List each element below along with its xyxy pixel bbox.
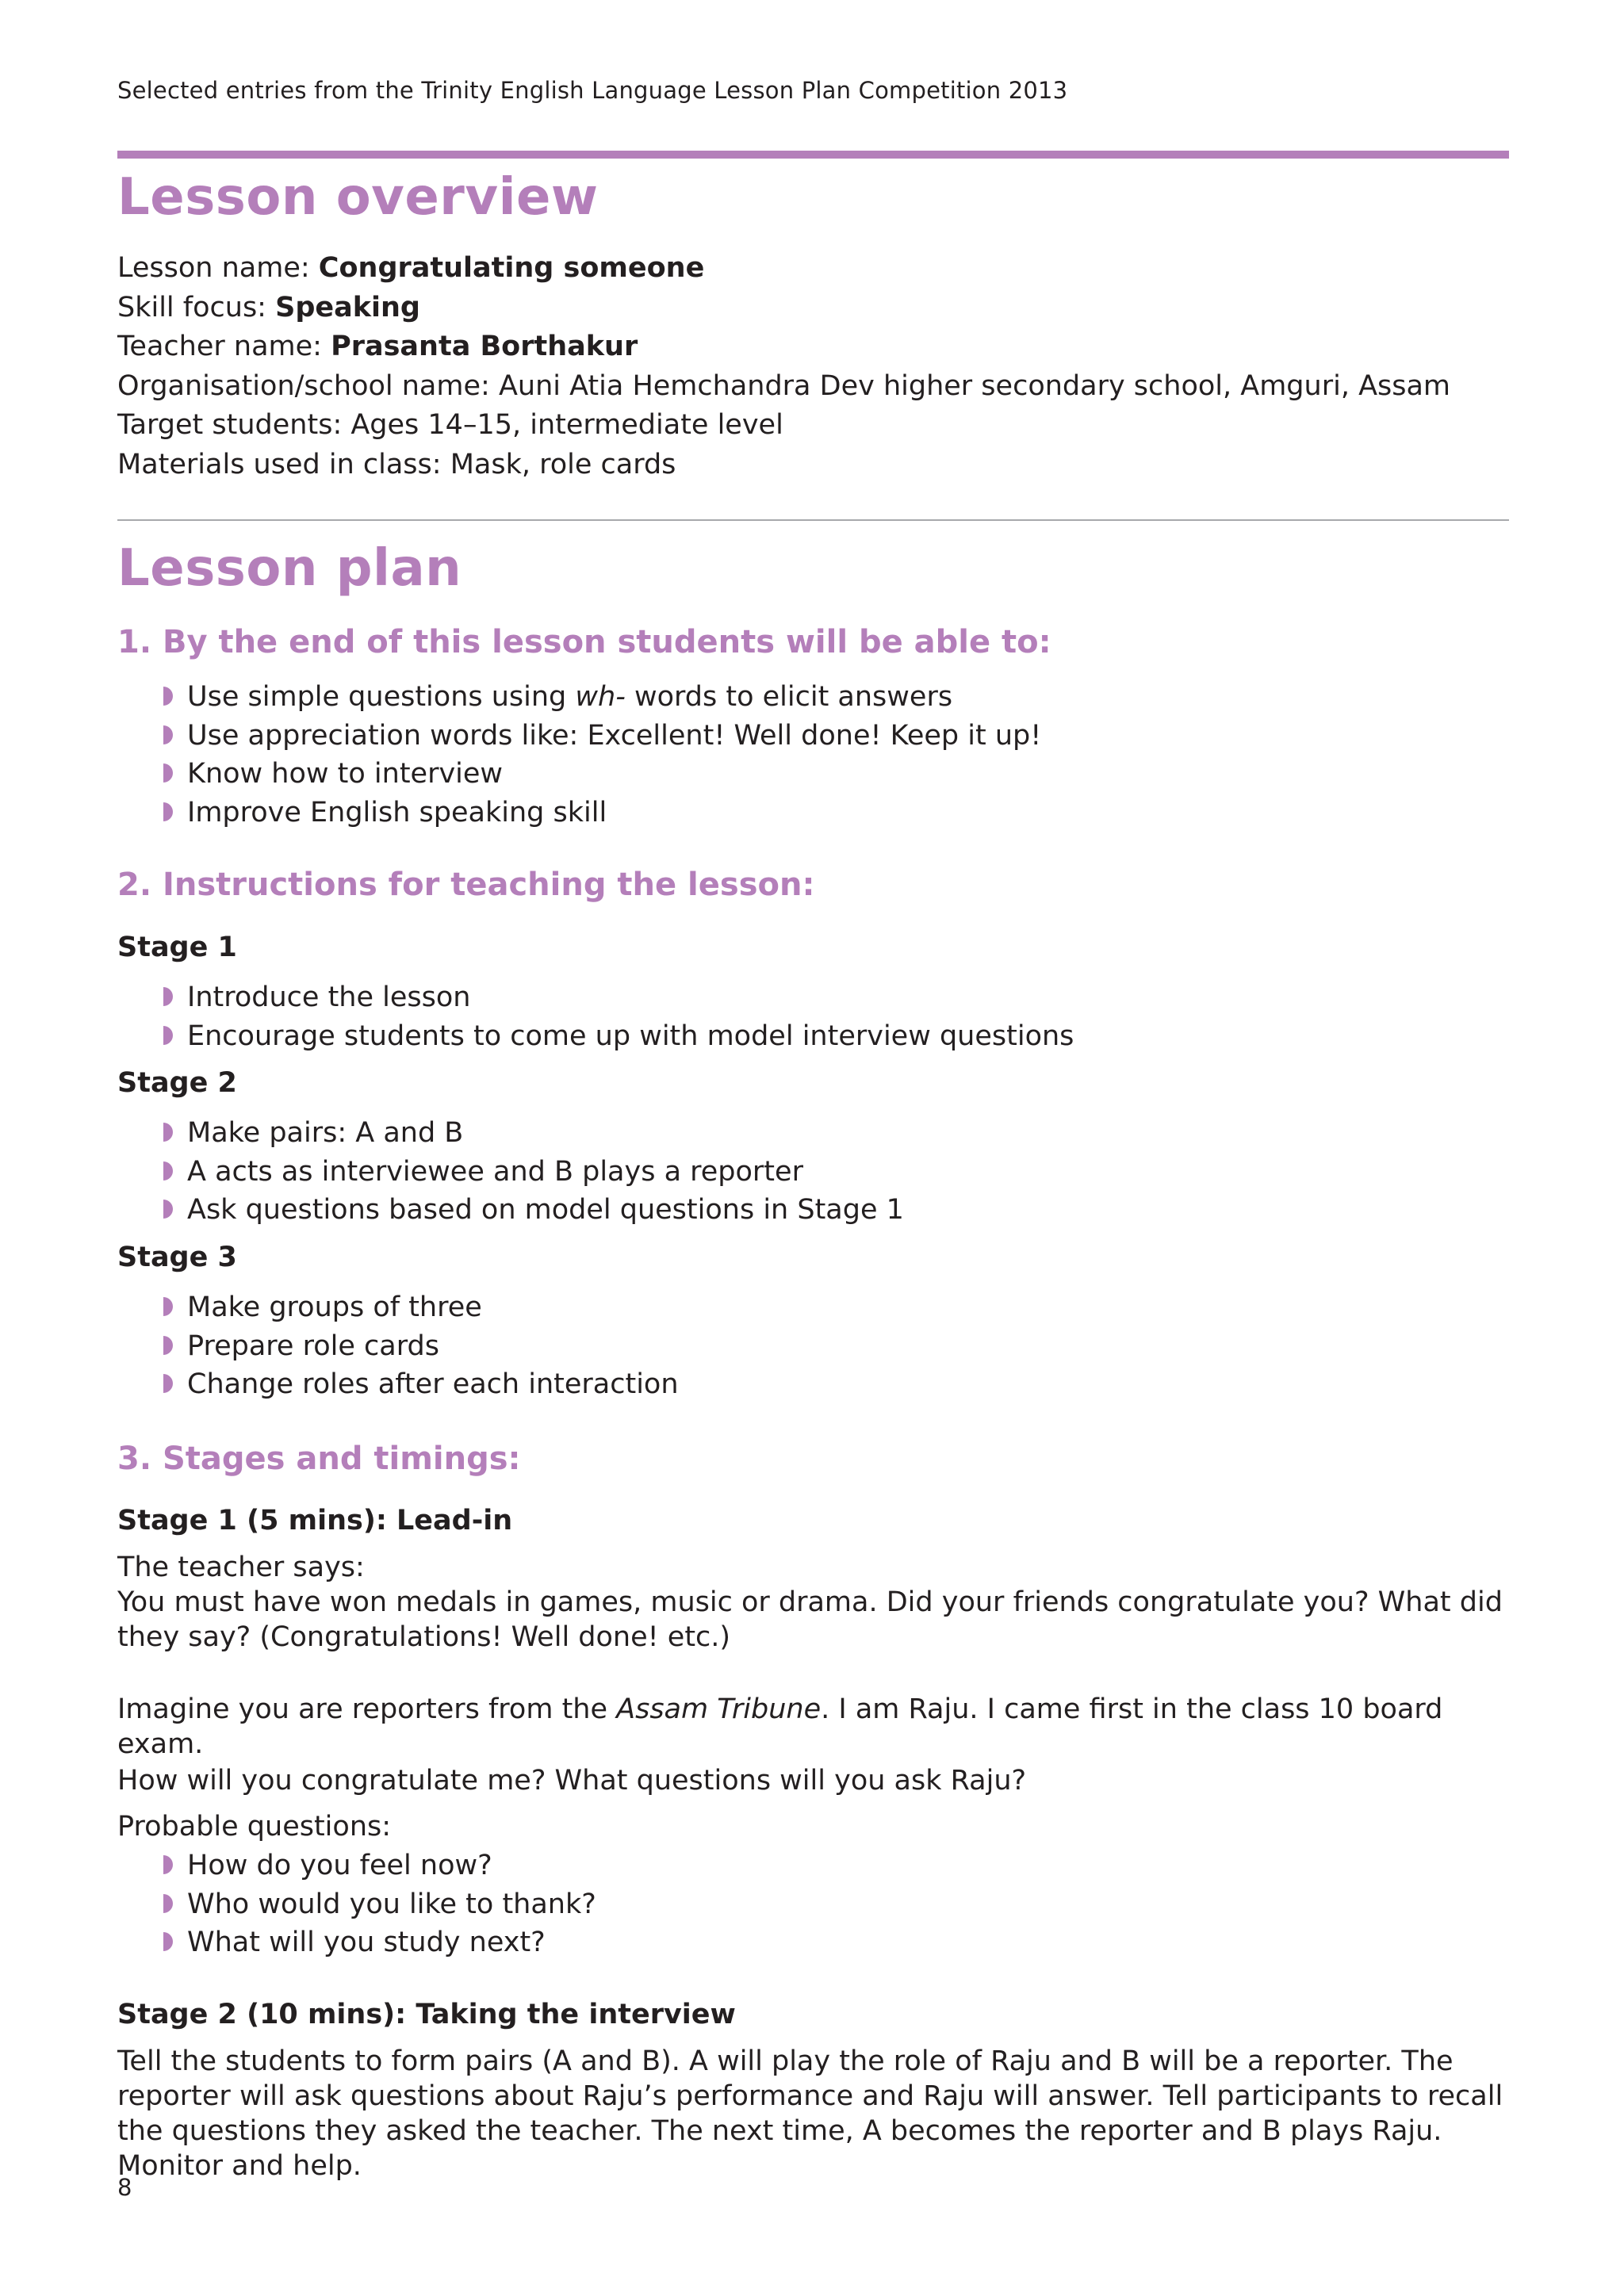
bullet-icon — [163, 802, 173, 821]
list-item: Introduce the lesson — [163, 978, 1074, 1017]
stage-3-label: Stage 3 — [117, 1242, 237, 1273]
list-item: Use appreciation words like: Excellent! Well done! Keep it up! — [163, 717, 1041, 756]
bullet-icon — [163, 1932, 173, 1951]
bullet-icon — [163, 1855, 173, 1874]
overview-fields — [117, 249, 1450, 485]
bullet-icon — [163, 1123, 173, 1142]
overview-field-materials: Materials used in class: Mask, role cards — [117, 448, 676, 480]
overview-field-lesson-name: Lesson name: Congratulating someone — [117, 252, 705, 284]
congratulate-question-text: How will you congratulate me? What questions will you ask Raju? — [117, 1765, 1027, 1797]
probable-questions-label: Probable questions: — [117, 1811, 392, 1843]
list-item: Use simple questions using wh- words to elicit answers — [163, 678, 1041, 717]
list-item: What will you study next? — [163, 1923, 596, 1962]
section-divider — [117, 519, 1509, 521]
list-item: Change roles after each interaction — [163, 1365, 679, 1404]
list-item: A acts as interviewee and B plays a reporter — [163, 1153, 904, 1192]
list-item: Improve English speaking skill — [163, 794, 1041, 832]
stage-3-list — [163, 1288, 679, 1404]
list-item: Who would you like to thank? — [163, 1885, 596, 1924]
running-head: Selected entries from the Trinity English Language Lesson Plan Competition 2013 — [117, 77, 1068, 104]
bullet-icon — [163, 1374, 173, 1393]
stage-2-label: Stage 2 — [117, 1067, 237, 1099]
list-item: Prepare role cards — [163, 1327, 679, 1366]
overview-title: Lesson overview — [117, 168, 599, 227]
list-item: Make pairs: A and B — [163, 1114, 904, 1153]
bullet-icon — [163, 1161, 173, 1181]
bullet-icon — [163, 1297, 173, 1316]
stage-1-list — [163, 978, 1074, 1055]
bullet-icon — [163, 763, 173, 783]
teacher-says-text: The teacher says: — [117, 1552, 365, 1583]
page-number: 8 — [117, 2174, 132, 2201]
bullet-icon — [163, 1336, 173, 1355]
overview-field-organisation: Organisation/school name: Auni Atia Hemchandra Dev higher secondary school, Amguri, Assam — [117, 369, 1451, 402]
timing-stage-1-label: Stage 1 (5 mins): Lead-in — [117, 1505, 513, 1536]
timings-heading: 3. Stages and timings: — [117, 1441, 521, 1477]
bullet-icon — [163, 1200, 173, 1219]
bullet-icon — [163, 687, 173, 706]
objectives-list — [163, 678, 1041, 832]
lead-in-question-text: You must have won medals in games, music or drama. Did your friends congratulate you? What did they say? (Congratulations! Well done! etc.) — [117, 1586, 1503, 1653]
list-item: Make groups of three — [163, 1288, 679, 1327]
overview-field-skill-focus: Skill focus: Speaking — [117, 291, 420, 323]
bullet-icon — [163, 1026, 173, 1045]
list-item: Encourage students to come up with model interview questions — [163, 1017, 1074, 1056]
list-item: Know how to interview — [163, 755, 1041, 794]
bullet-icon — [163, 1894, 173, 1913]
timing-stage-2-label: Stage 2 (10 mins): Taking the interview — [117, 1999, 736, 2030]
instructions-heading: 2. Instructions for teaching the lesson: — [117, 867, 815, 903]
imagine-text: Imagine you are reporters from the Assam Tribune. I am Raju. I came first in the class 10 board exam. — [117, 1693, 1443, 1760]
top-divider — [117, 151, 1509, 159]
stage-1-label: Stage 1 — [117, 932, 237, 963]
bullet-icon — [163, 987, 173, 1006]
bullet-icon — [163, 725, 173, 744]
lesson-plan-title: Lesson plan — [117, 539, 462, 598]
objectives-heading: 1. By the end of this lesson students will be able to: — [117, 624, 1051, 660]
list-item: Ask questions based on model questions in Stage 1 — [163, 1191, 904, 1230]
interview-instructions-text: Tell the students to form pairs (A and B). A will play the role of Raju and B will be a reporter. The reporter will ask questions about Raju’s performance and Raju will answer. Tell participants to recall the questions they asked the teacher. The next time, A becomes the reporter and B plays Raju. Monitor and help. — [117, 2045, 1503, 2182]
stage-2-list — [163, 1114, 904, 1230]
probable-questions-list — [163, 1846, 596, 1962]
overview-field-target-students: Target students: Ages 14–15, intermediate level — [117, 409, 783, 442]
list-item: How do you feel now? — [163, 1846, 596, 1885]
overview-field-teacher-name: Teacher name: Prasanta Borthakur — [117, 331, 638, 363]
